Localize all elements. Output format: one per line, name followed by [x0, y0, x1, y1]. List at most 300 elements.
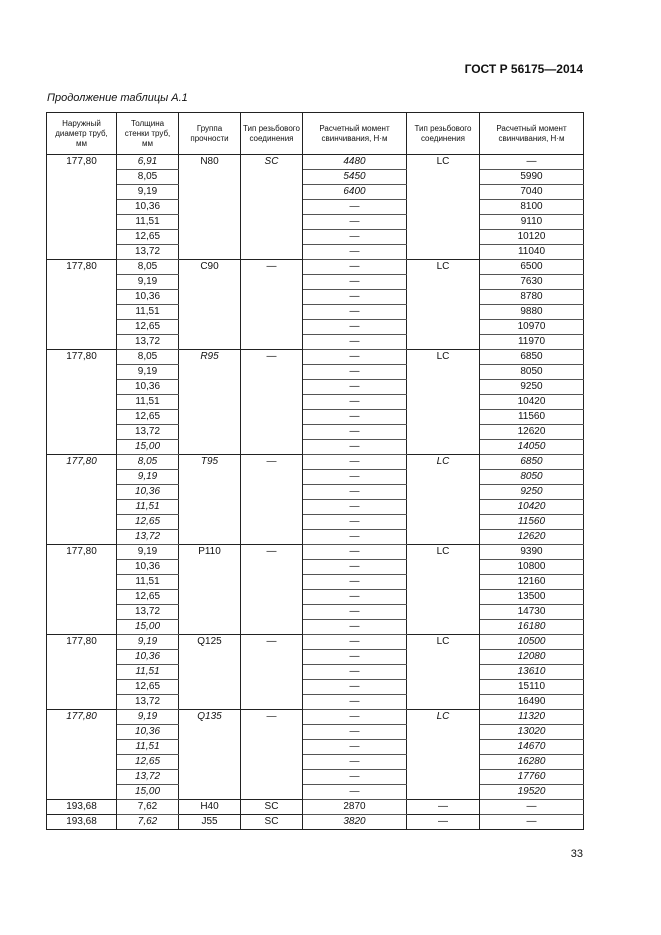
cell-makeup-torque-1: —	[303, 215, 407, 230]
cell-thread-type-2	[407, 470, 480, 485]
cell-makeup-torque-2: 10800	[480, 560, 584, 575]
cell-makeup-torque-1: —	[303, 620, 407, 635]
table-row	[47, 350, 584, 365]
page-number: 33	[570, 848, 583, 860]
col-header-diameter: Наружный диаметр труб, мм	[47, 113, 117, 155]
cell-strength-group	[179, 305, 241, 320]
cell-wall-thickness: 13,72	[117, 605, 179, 620]
cell-thread-type-2	[407, 425, 480, 440]
cell-makeup-torque-2: 19520	[480, 785, 584, 800]
cell-thread-type-2: LC	[407, 545, 480, 560]
cell-diameter	[47, 335, 117, 350]
cell-strength-group	[179, 395, 241, 410]
cell-thread-type-2	[407, 575, 480, 590]
cell-wall-thickness: 11,51	[117, 575, 179, 590]
cell-thread-type-2	[407, 500, 480, 515]
cell-thread-type-2	[407, 755, 480, 770]
cell-wall-thickness: 13,72	[117, 770, 179, 785]
cell-makeup-torque-1: —	[303, 230, 407, 245]
cell-thread-type-2	[407, 560, 480, 575]
cell-thread-type-2: —	[407, 800, 480, 815]
cell-thread-type-1	[241, 335, 303, 350]
cell-thread-type-2: LC	[407, 155, 480, 170]
cell-thread-type-1	[241, 215, 303, 230]
table-caption: Продолжение таблицы А.1	[47, 92, 188, 104]
cell-strength-group: Q135	[179, 710, 241, 725]
cell-makeup-torque-1: —	[303, 395, 407, 410]
cell-thread-type-1	[241, 290, 303, 305]
cell-wall-thickness: 9,19	[117, 710, 179, 725]
cell-wall-thickness: 13,72	[117, 335, 179, 350]
cell-thread-type-2	[407, 305, 480, 320]
table-row	[47, 275, 584, 290]
cell-makeup-torque-1: —	[303, 545, 407, 560]
table-body	[47, 155, 584, 830]
table-row	[47, 335, 584, 350]
cell-strength-group	[179, 725, 241, 740]
cell-makeup-torque-1: —	[303, 380, 407, 395]
cell-strength-group	[179, 440, 241, 455]
cell-diameter	[47, 575, 117, 590]
cell-strength-group	[179, 200, 241, 215]
cell-makeup-torque-2: 14730	[480, 605, 584, 620]
cell-wall-thickness: 10,36	[117, 485, 179, 500]
table-row	[47, 515, 584, 530]
cell-thread-type-2	[407, 680, 480, 695]
cell-strength-group	[179, 575, 241, 590]
cell-strength-group	[179, 215, 241, 230]
table-row	[47, 200, 584, 215]
cell-makeup-torque-2: 15110	[480, 680, 584, 695]
cell-thread-type-1	[241, 440, 303, 455]
cell-makeup-torque-2: 12160	[480, 575, 584, 590]
table-header-row	[47, 113, 584, 155]
table-row	[47, 365, 584, 380]
cell-strength-group	[179, 620, 241, 635]
table-row	[47, 260, 584, 275]
table-row	[47, 380, 584, 395]
cell-diameter	[47, 500, 117, 515]
cell-makeup-torque-1: —	[303, 410, 407, 425]
cell-diameter: 177,80	[47, 350, 117, 365]
cell-wall-thickness: 15,00	[117, 620, 179, 635]
cell-makeup-torque-1: —	[303, 680, 407, 695]
document-id: ГОСТ Р 56175—2014	[464, 62, 583, 76]
cell-diameter: 177,80	[47, 455, 117, 470]
cell-diameter	[47, 665, 117, 680]
cell-makeup-torque-1: —	[303, 635, 407, 650]
cell-makeup-torque-2: 13020	[480, 725, 584, 740]
cell-thread-type-1	[241, 695, 303, 710]
cell-wall-thickness: 12,65	[117, 230, 179, 245]
cell-thread-type-2: LC	[407, 635, 480, 650]
table-row	[47, 575, 584, 590]
col-header-wall-thickness: Толщина стенки труб, мм	[117, 113, 179, 155]
cell-makeup-torque-1: —	[303, 245, 407, 260]
cell-strength-group	[179, 245, 241, 260]
table-row	[47, 770, 584, 785]
cell-thread-type-2	[407, 665, 480, 680]
table-row	[47, 290, 584, 305]
cell-thread-type-1: —	[241, 455, 303, 470]
cell-diameter	[47, 650, 117, 665]
cell-thread-type-2	[407, 335, 480, 350]
table-row	[47, 755, 584, 770]
cell-diameter	[47, 740, 117, 755]
cell-diameter	[47, 470, 117, 485]
cell-makeup-torque-1: —	[303, 575, 407, 590]
cell-diameter	[47, 365, 117, 380]
table-row	[47, 695, 584, 710]
cell-makeup-torque-2: 10420	[480, 500, 584, 515]
cell-makeup-torque-2: 8780	[480, 290, 584, 305]
cell-strength-group	[179, 425, 241, 440]
cell-thread-type-1	[241, 560, 303, 575]
cell-thread-type-2	[407, 170, 480, 185]
table-row	[47, 245, 584, 260]
table-row	[47, 170, 584, 185]
cell-wall-thickness: 9,19	[117, 635, 179, 650]
cell-thread-type-1: —	[241, 635, 303, 650]
cell-thread-type-1	[241, 665, 303, 680]
cell-thread-type-1	[241, 200, 303, 215]
table-row	[47, 620, 584, 635]
cell-makeup-torque-1: —	[303, 770, 407, 785]
cell-diameter	[47, 755, 117, 770]
table-row	[47, 560, 584, 575]
cell-makeup-torque-2: —	[480, 800, 584, 815]
cell-strength-group	[179, 500, 241, 515]
cell-thread-type-1	[241, 770, 303, 785]
cell-thread-type-1	[241, 530, 303, 545]
cell-makeup-torque-2: 10120	[480, 230, 584, 245]
cell-thread-type-1	[241, 185, 303, 200]
cell-thread-type-1: SC	[241, 815, 303, 830]
cell-makeup-torque-1: —	[303, 200, 407, 215]
cell-thread-type-2	[407, 245, 480, 260]
cell-makeup-torque-1: —	[303, 335, 407, 350]
cell-thread-type-1	[241, 170, 303, 185]
cell-thread-type-1	[241, 470, 303, 485]
cell-wall-thickness: 12,65	[117, 320, 179, 335]
cell-strength-group	[179, 380, 241, 395]
cell-wall-thickness: 15,00	[117, 440, 179, 455]
cell-diameter	[47, 320, 117, 335]
cell-strength-group: C90	[179, 260, 241, 275]
cell-makeup-torque-2: —	[480, 155, 584, 170]
cell-strength-group	[179, 755, 241, 770]
cell-thread-type-1	[241, 485, 303, 500]
cell-makeup-torque-1: —	[303, 740, 407, 755]
table-row	[47, 815, 584, 830]
table-row	[47, 305, 584, 320]
cell-makeup-torque-2: 10500	[480, 635, 584, 650]
cell-makeup-torque-2: 10420	[480, 395, 584, 410]
cell-wall-thickness: 10,36	[117, 200, 179, 215]
table-row	[47, 680, 584, 695]
table-row	[47, 590, 584, 605]
cell-wall-thickness: 10,36	[117, 380, 179, 395]
cell-makeup-torque-2: 6850	[480, 350, 584, 365]
cell-makeup-torque-1: —	[303, 305, 407, 320]
cell-diameter	[47, 275, 117, 290]
cell-diameter	[47, 725, 117, 740]
cell-wall-thickness: 13,72	[117, 245, 179, 260]
cell-diameter	[47, 200, 117, 215]
cell-strength-group	[179, 470, 241, 485]
cell-wall-thickness: 10,36	[117, 650, 179, 665]
table-row	[47, 155, 584, 170]
cell-diameter	[47, 230, 117, 245]
cell-strength-group	[179, 275, 241, 290]
cell-makeup-torque-1: —	[303, 560, 407, 575]
cell-wall-thickness: 9,19	[117, 275, 179, 290]
cell-makeup-torque-1: 6400	[303, 185, 407, 200]
cell-diameter	[47, 215, 117, 230]
cell-thread-type-1	[241, 245, 303, 260]
cell-wall-thickness: 8,05	[117, 260, 179, 275]
table-row	[47, 470, 584, 485]
cell-makeup-torque-1: —	[303, 785, 407, 800]
cell-thread-type-1	[241, 500, 303, 515]
table-row	[47, 395, 584, 410]
cell-strength-group	[179, 605, 241, 620]
cell-thread-type-1: SC	[241, 155, 303, 170]
cell-makeup-torque-2: 7040	[480, 185, 584, 200]
cell-strength-group	[179, 170, 241, 185]
cell-makeup-torque-2: 11970	[480, 335, 584, 350]
cell-thread-type-1	[241, 305, 303, 320]
cell-thread-type-1	[241, 515, 303, 530]
cell-diameter	[47, 410, 117, 425]
cell-thread-type-2	[407, 515, 480, 530]
cell-wall-thickness: 12,65	[117, 680, 179, 695]
cell-makeup-torque-1: —	[303, 290, 407, 305]
cell-thread-type-1	[241, 590, 303, 605]
cell-strength-group	[179, 740, 241, 755]
cell-wall-thickness: 11,51	[117, 740, 179, 755]
cell-diameter	[47, 515, 117, 530]
cell-thread-type-1	[241, 395, 303, 410]
cell-thread-type-1	[241, 575, 303, 590]
cell-strength-group: Q125	[179, 635, 241, 650]
cell-makeup-torque-2: 8050	[480, 470, 584, 485]
cell-makeup-torque-2: 13500	[480, 590, 584, 605]
cell-makeup-torque-2: 16180	[480, 620, 584, 635]
cell-thread-type-2	[407, 215, 480, 230]
cell-makeup-torque-1: —	[303, 260, 407, 275]
cell-makeup-torque-2: 14050	[480, 440, 584, 455]
cell-makeup-torque-2: 9390	[480, 545, 584, 560]
cell-makeup-torque-2: 13610	[480, 665, 584, 680]
cell-strength-group	[179, 560, 241, 575]
cell-makeup-torque-2: 12080	[480, 650, 584, 665]
cell-wall-thickness: 8,05	[117, 350, 179, 365]
cell-wall-thickness: 11,51	[117, 305, 179, 320]
cell-strength-group	[179, 680, 241, 695]
cell-diameter	[47, 290, 117, 305]
cell-makeup-torque-1: —	[303, 485, 407, 500]
table-row	[47, 455, 584, 470]
table-row	[47, 410, 584, 425]
cell-diameter	[47, 785, 117, 800]
cell-wall-thickness: 10,36	[117, 725, 179, 740]
cell-thread-type-1	[241, 275, 303, 290]
cell-wall-thickness: 9,19	[117, 470, 179, 485]
cell-diameter	[47, 185, 117, 200]
cell-makeup-torque-2: 6500	[480, 260, 584, 275]
cell-wall-thickness: 12,65	[117, 590, 179, 605]
cell-thread-type-2: LC	[407, 350, 480, 365]
cell-makeup-torque-1: —	[303, 515, 407, 530]
table-row	[47, 215, 584, 230]
cell-strength-group: R95	[179, 350, 241, 365]
cell-strength-group: N80	[179, 155, 241, 170]
cell-makeup-torque-2: 10970	[480, 320, 584, 335]
cell-diameter: 177,80	[47, 260, 117, 275]
table-row	[47, 635, 584, 650]
cell-thread-type-1	[241, 785, 303, 800]
cell-strength-group	[179, 290, 241, 305]
cell-strength-group	[179, 335, 241, 350]
cell-strength-group	[179, 185, 241, 200]
cell-thread-type-2	[407, 650, 480, 665]
table-row	[47, 665, 584, 680]
cell-diameter	[47, 485, 117, 500]
cell-thread-type-2	[407, 770, 480, 785]
cell-wall-thickness: 12,65	[117, 515, 179, 530]
table-row	[47, 185, 584, 200]
cell-wall-thickness: 9,19	[117, 365, 179, 380]
cell-makeup-torque-1: —	[303, 275, 407, 290]
cell-thread-type-2	[407, 410, 480, 425]
cell-thread-type-2	[407, 620, 480, 635]
table-row	[47, 740, 584, 755]
cell-makeup-torque-1: 3820	[303, 815, 407, 830]
cell-thread-type-2	[407, 440, 480, 455]
table-row	[47, 800, 584, 815]
cell-diameter: 177,80	[47, 155, 117, 170]
cell-thread-type-1: SC	[241, 800, 303, 815]
cell-thread-type-2	[407, 290, 480, 305]
cell-strength-group	[179, 770, 241, 785]
table-row	[47, 710, 584, 725]
cell-makeup-torque-2: 12620	[480, 530, 584, 545]
cell-strength-group	[179, 515, 241, 530]
cell-strength-group	[179, 365, 241, 380]
table-row	[47, 500, 584, 515]
cell-makeup-torque-2: 14670	[480, 740, 584, 755]
cell-wall-thickness: 11,51	[117, 215, 179, 230]
cell-makeup-torque-2: 17760	[480, 770, 584, 785]
table-row	[47, 785, 584, 800]
cell-strength-group	[179, 410, 241, 425]
cell-thread-type-2	[407, 395, 480, 410]
cell-thread-type-2	[407, 365, 480, 380]
table-row	[47, 425, 584, 440]
cell-strength-group: P110	[179, 545, 241, 560]
cell-makeup-torque-2: 11560	[480, 515, 584, 530]
cell-diameter: 193,68	[47, 800, 117, 815]
cell-strength-group	[179, 785, 241, 800]
cell-thread-type-1	[241, 725, 303, 740]
col-header-thread-type-2: Тип резьбового соединения	[407, 113, 480, 155]
cell-thread-type-1	[241, 680, 303, 695]
cell-thread-type-2	[407, 200, 480, 215]
cell-makeup-torque-1: —	[303, 365, 407, 380]
cell-wall-thickness: 12,65	[117, 755, 179, 770]
cell-thread-type-2	[407, 275, 480, 290]
table-row	[47, 725, 584, 740]
cell-wall-thickness: 13,72	[117, 695, 179, 710]
cell-diameter: 193,68	[47, 815, 117, 830]
cell-strength-group	[179, 530, 241, 545]
cell-thread-type-2	[407, 590, 480, 605]
cell-diameter	[47, 425, 117, 440]
cell-diameter: 177,80	[47, 545, 117, 560]
cell-makeup-torque-2: 16280	[480, 755, 584, 770]
cell-makeup-torque-1: 2870	[303, 800, 407, 815]
table-row	[47, 605, 584, 620]
cell-thread-type-1	[241, 365, 303, 380]
cell-makeup-torque-2: 12620	[480, 425, 584, 440]
cell-strength-group: H40	[179, 800, 241, 815]
table-row	[47, 545, 584, 560]
cell-thread-type-2: —	[407, 815, 480, 830]
cell-makeup-torque-2: 11040	[480, 245, 584, 260]
cell-strength-group	[179, 650, 241, 665]
cell-thread-type-2	[407, 380, 480, 395]
cell-diameter	[47, 695, 117, 710]
cell-makeup-torque-1: —	[303, 455, 407, 470]
col-header-makeup-torque-2: Расчетный момент свинчивания, Н·м	[480, 113, 584, 155]
cell-makeup-torque-2: 7630	[480, 275, 584, 290]
table-row	[47, 440, 584, 455]
cell-wall-thickness: 12,65	[117, 410, 179, 425]
cell-diameter	[47, 245, 117, 260]
cell-wall-thickness: 8,05	[117, 170, 179, 185]
cell-thread-type-1: —	[241, 710, 303, 725]
cell-thread-type-1: —	[241, 545, 303, 560]
cell-wall-thickness: 6,91	[117, 155, 179, 170]
cell-makeup-torque-2: 11320	[480, 710, 584, 725]
cell-strength-group	[179, 485, 241, 500]
cell-thread-type-2	[407, 530, 480, 545]
cell-thread-type-2	[407, 230, 480, 245]
cell-wall-thickness: 10,36	[117, 560, 179, 575]
cell-diameter	[47, 620, 117, 635]
cell-strength-group	[179, 695, 241, 710]
cell-diameter	[47, 605, 117, 620]
cell-thread-type-1	[241, 740, 303, 755]
cell-strength-group: J55	[179, 815, 241, 830]
cell-diameter	[47, 395, 117, 410]
cell-thread-type-2	[407, 785, 480, 800]
cell-wall-thickness: 7,62	[117, 800, 179, 815]
cell-diameter	[47, 305, 117, 320]
cell-thread-type-1	[241, 425, 303, 440]
cell-thread-type-2: LC	[407, 260, 480, 275]
cell-makeup-torque-2: 9110	[480, 215, 584, 230]
cell-makeup-torque-2: 9250	[480, 485, 584, 500]
torque-table	[46, 112, 584, 830]
cell-makeup-torque-1: —	[303, 590, 407, 605]
cell-makeup-torque-1: —	[303, 350, 407, 365]
cell-wall-thickness: 15,00	[117, 785, 179, 800]
cell-thread-type-1	[241, 605, 303, 620]
cell-thread-type-1	[241, 620, 303, 635]
cell-thread-type-2	[407, 725, 480, 740]
